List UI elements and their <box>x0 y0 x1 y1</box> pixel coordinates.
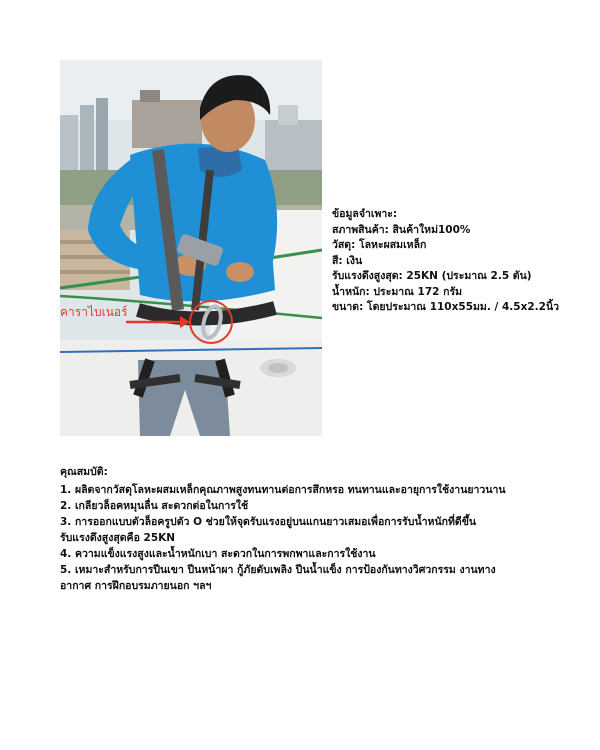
feature-item: 2. เกลียวล็อคหมุนลื่น สะดวกต่อในการใช้ <box>60 500 249 512</box>
spec-heading: ข้อมูลจำเพาะ: <box>332 208 398 220</box>
features-heading: คุณสมบัติ: <box>60 466 108 478</box>
feature-item: 5. เหมาะสำหรับการปีนเขา ปีนหน้าผา กู้ภัยดับเพลิง ปีนน้ำแข็ง การป้องกันทางวิศวกรรม งานทาง อากาศ การฝึกอบรมภายนอก ฯลฯ <box>60 564 496 592</box>
product-photo <box>60 60 322 436</box>
spec-line: สภาพสินค้า: สินค้าใหม่100% <box>332 223 471 236</box>
carabiner-label: คาราไบเนอร์ <box>60 305 128 319</box>
spec-line: รับแรงดึงสูงสุด: 25KN (ประมาณ 2.5 ตัน) <box>332 270 532 282</box>
feature-item: 4. ความแข็งแรงสูงและน้ำหนักเบา สะดวกในการพกพาและการใช้งาน <box>60 548 376 560</box>
spec-line: น้ำหนัก: ประมาณ 172 กรัม <box>332 285 463 298</box>
features-block <box>60 464 540 594</box>
feature-item: 3. การออกแบบตัวล็อครูปตัว O ช่วยให้จุดรับแรงอยู่บนแกนยาวเสมอเพื่อการรับน้ำหนักที่ดีขึ้น รับแรงดึงสูงสุดคือ 25KN <box>60 516 477 544</box>
specification-block <box>332 207 594 316</box>
feature-item: 1. ผลิตจากวัสดุโลหะผสมเหล็กคุณภาพสูงทนทานต่อการสึกหรอ ทนทานและอายุการใช้งานยาวนาน <box>60 484 506 496</box>
spec-line: สี: เงิน <box>332 254 363 267</box>
spec-line: ขนาด: โดยประมาณ 110x55มม. / 4.5x2.2นิ้ว <box>332 301 560 313</box>
spec-line: วัสดุ: โลหะผสมเหล็ก <box>332 239 427 251</box>
